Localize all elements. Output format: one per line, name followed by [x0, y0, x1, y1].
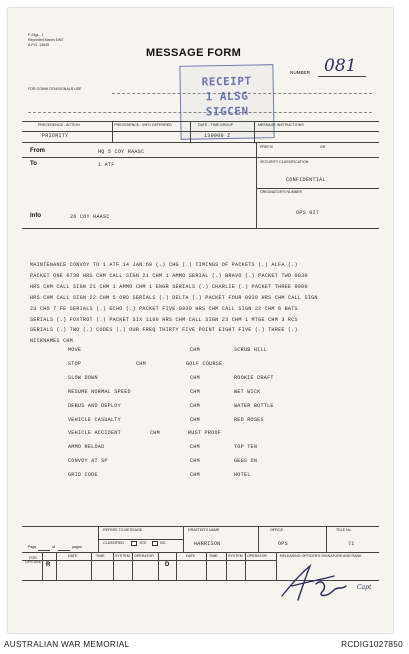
tele-no-label: TELE No.	[336, 528, 352, 532]
code-row	[8, 458, 393, 471]
code-nickname: RUST PROOF	[188, 430, 222, 437]
originator-number-label: ORIGINATOR'S NUMBER	[260, 190, 303, 194]
code-nickname: WET WICK	[234, 388, 261, 395]
r-operator-label: OPERATOR	[134, 554, 154, 558]
code-nickname: RED ROSES	[234, 416, 264, 423]
message-body	[30, 260, 318, 347]
code-sep-chm: CHM	[190, 347, 200, 353]
code-nickname: WATER BOTTLE	[234, 402, 274, 409]
code-nickname: SCRUB HILL	[234, 347, 268, 353]
d-time-label: TIME	[209, 554, 218, 558]
code-row	[8, 347, 393, 360]
originator-number-value: OPS 027	[296, 210, 320, 216]
code-nickname: HOTEL	[234, 472, 251, 479]
info-label: Info	[30, 213, 41, 219]
code-action: RESUME NORMAL SPEED	[68, 388, 131, 395]
code-sep-chm: CHM	[190, 458, 200, 465]
code-row	[8, 444, 393, 457]
yes-label: YES	[139, 541, 147, 545]
of-label: of	[52, 545, 55, 549]
r-date-label: DATE	[68, 554, 78, 558]
officer-rank: Capt	[357, 584, 372, 591]
to-label: To	[30, 161, 37, 167]
body-line: SERIALS (.) FOXTROT (.) PACKET SIX 1100 HRS CHM CALL SIGN 23 CHM 1 MTGE CHM 3 RCS	[30, 316, 298, 323]
message-instructions-label: MESSAGE INSTRUCTIONS	[258, 123, 304, 127]
classified-label: CLASSIFIED	[103, 541, 124, 545]
code-action: CONVOY AT SP	[68, 458, 108, 465]
form-ref-3: A.P.O. 13645	[28, 43, 50, 47]
code-nickname: ROOKIE DRAFT	[234, 374, 274, 381]
code-mid-chm: CHM	[136, 360, 146, 367]
info-value: 26 COY RAASC	[70, 214, 110, 220]
code-row	[8, 417, 393, 430]
d-label: D	[165, 562, 170, 568]
code-row	[8, 375, 393, 388]
d-operator-label: OPERATOR	[247, 554, 267, 558]
dtg-label: DATE - TIME GROUP	[198, 123, 234, 127]
office-label: OFFICE	[270, 528, 284, 532]
code-row	[8, 361, 393, 374]
pages-label: pages	[72, 545, 82, 549]
code-sep-chm: CHM	[190, 416, 200, 423]
footer-source: AUSTRALIAN WAR MEMORIAL	[4, 640, 130, 649]
form-title: MESSAGE FORM	[146, 47, 242, 59]
number-label: NUMBER	[290, 70, 310, 75]
body-line: MAINTENANCE CONVOY TO 1 ATF 14 JAN 69 (.) CHG (.) TIMINGS OF PACKETS (.) ALFA (.)	[30, 262, 298, 268]
code-sep-chm: CHM	[190, 402, 200, 409]
code-row	[8, 403, 393, 416]
code-action: STOP	[68, 360, 82, 367]
code-action: DEBUS AND DEPLOY	[68, 402, 121, 409]
officer-signature	[276, 556, 356, 606]
page-label: Page	[28, 545, 37, 549]
from-label: From	[30, 148, 45, 154]
form-ref-2: Reprinted March 1967	[28, 38, 64, 42]
security-classification-label: SECURITY CLASSIFICATION	[260, 160, 309, 164]
classified-no-checkbox[interactable]	[152, 541, 158, 546]
tele-no-value: 71	[348, 541, 355, 547]
d-date-label: DATE	[186, 554, 196, 558]
code-row	[8, 389, 393, 402]
to-value: 1 ATF	[98, 162, 115, 168]
body-line: 23 CHO 7 FE SERIALS (.) ECHO (.) PACKET FIVE 0930 HRS CHM CALL SIGN 22 CHM 6 BATS	[30, 305, 298, 312]
code-mid-chm: CHM	[150, 430, 160, 437]
code-sep-chm: CHM	[190, 388, 200, 395]
d-system-label: SYSTEM	[228, 554, 243, 558]
number-value: 081	[324, 56, 357, 76]
stamp-line-3: SIGCEN	[205, 104, 249, 119]
security-classification-value: CONFIDENTIAL	[286, 177, 326, 183]
body-line: NICKNAMES CHM	[30, 338, 73, 345]
stamp-line-2: 1 ALSG	[205, 89, 249, 104]
code-row	[8, 430, 393, 443]
body-line: HRS CHM CALL SIGN 21 CHM 1 AMMO CHM 1 ENGR SERIALS (.) CHARLIE (.) PACKET THREE 0900	[30, 283, 308, 290]
code-action: MOVE	[68, 347, 82, 353]
dtg-value: 130900 Z	[204, 133, 231, 139]
r-system-label: SYSTEM	[115, 554, 130, 558]
classified-yes-checkbox[interactable]	[131, 541, 137, 546]
comm-cen-label: FOR COMM CEN/SIGNALS USE	[28, 87, 82, 91]
from-value: HQ 5 COY RAASC	[98, 149, 145, 155]
stamp-line-1: RECEIPT	[201, 74, 252, 89]
form-ref-1: F-Sigs - 1	[28, 33, 44, 37]
code-sep-chm: CHM	[190, 472, 200, 479]
message-form-page	[8, 8, 393, 633]
receipt-stamp	[179, 64, 274, 140]
refers-to-message-label: REFERS TO MESSAGE	[103, 528, 143, 532]
body-line: PACKET ONE 0730 HRS CHM CALL SIGN 21 CHM 1 AMMO SERIAL (.) BRAVO (.) PACKET TWO 0830	[30, 272, 308, 279]
precedence-action-value: PRIORITY	[42, 133, 69, 139]
code-row	[8, 472, 393, 485]
body-line: HRS CHM CALL SIGN 22 CHM 5 ORD SERIALS (.) DELTA (.) PACKET FOUR 0930 HRS CHM CALL SIGN	[30, 294, 318, 301]
body-line: SERIALS (.) TWO (.) CODES (.) OUR FREQ THIRTY FIVE POINT EIGHT FIVE (.) THREE (.)	[30, 327, 298, 334]
drafters-name-value: HARRISON	[194, 541, 221, 547]
for-ops-use-label: FOR OPS USE	[25, 556, 41, 564]
code-action: SLOW DOWN	[68, 374, 98, 381]
gr-label: GR	[320, 145, 326, 149]
code-sep-chm: CHM	[190, 374, 200, 381]
code-nickname: TOP TEN	[234, 444, 258, 451]
prefix-label: PREFIX	[260, 145, 273, 149]
releasing-officer-label: RELEASING OFFICER'S SIGNATURE AND RANK	[280, 554, 362, 558]
code-nickname: GOLF COURSE	[186, 360, 223, 367]
code-nickname: GEGS ON	[234, 458, 258, 465]
r-time-label: TIME	[96, 554, 105, 558]
precedence-info-label: PRECEDENCE - INFO DEFERRED	[114, 123, 172, 127]
precedence-action-label: PRECEDENCE - ACTION	[38, 123, 80, 127]
drafters-name-label: DRAFTER'S NAME	[188, 528, 220, 532]
code-action: AMMO RELOAD	[68, 444, 105, 451]
office-value: OPS	[278, 541, 288, 547]
r-label: R	[46, 562, 51, 568]
code-action: VEHICLE ACCIDENT	[68, 430, 121, 437]
code-action: VEHICLE CASUALTY	[68, 416, 121, 423]
footer-record-id: RCDIG1027850	[341, 640, 403, 649]
code-action: GRID CODE	[68, 472, 98, 479]
code-sep-chm: CHM	[190, 444, 200, 451]
no-label: NO	[160, 541, 166, 545]
